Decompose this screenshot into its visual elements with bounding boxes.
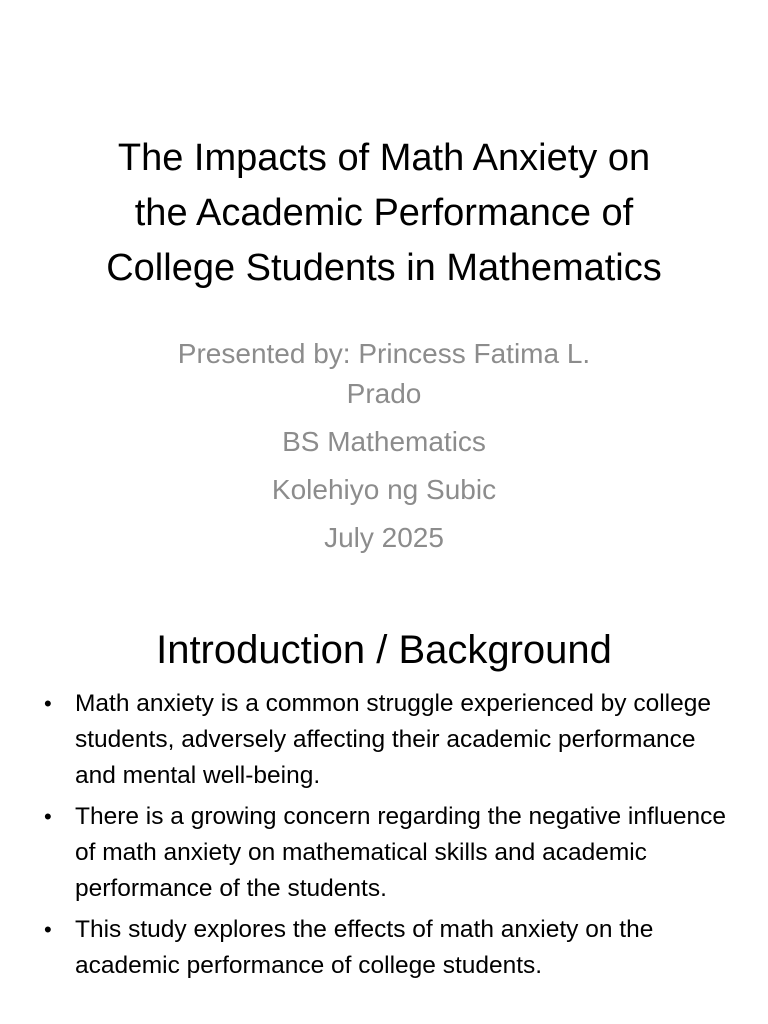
bullet-icon: • [44, 691, 52, 716]
presenter-name-line-2: Prado [346, 378, 422, 409]
section-heading: Introduction / Background [156, 628, 612, 672]
title-line-3: College Students in Mathematics [106, 247, 662, 289]
presenter-info [120, 334, 648, 558]
school-name: Kolehiyo ng Subic [271, 474, 497, 505]
bullet-text: This study explores the effects of math anxiety on the academic performance of college students. [75, 916, 654, 979]
program-name: BS Mathematics [282, 426, 486, 457]
list-item [40, 799, 730, 907]
title-line-1: The Impacts of Math Anxiety on [117, 137, 651, 179]
bullet-text: There is a growing concern regarding the negative influence of math anxiety on mathematical skills and academic performance of the students. [75, 803, 727, 902]
list-item [40, 686, 730, 794]
bullet-text: Math anxiety is a common struggle experienced by college students, adversely affecting their academic performance and mental well-being. [75, 690, 711, 789]
bullet-icon: • [44, 804, 52, 829]
bullet-list [40, 686, 730, 989]
presenter-name-line-1: Presented by: Princess Fatima L. [177, 338, 591, 369]
page-title [40, 131, 728, 296]
bullet-icon: • [44, 917, 52, 942]
list-item [40, 912, 730, 984]
title-line-2: the Academic Performance of [134, 192, 634, 234]
presentation-date: July 2025 [324, 522, 444, 553]
